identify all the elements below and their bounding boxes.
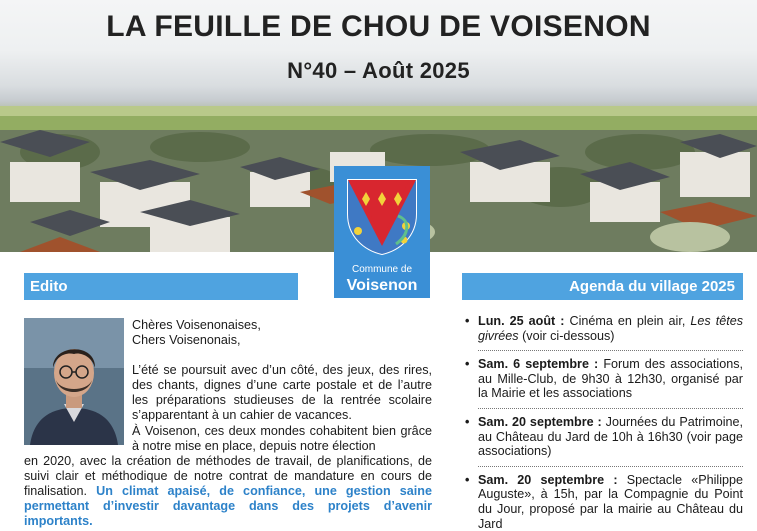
edito-text <box>24 318 432 529</box>
agenda-item <box>462 357 743 401</box>
agenda-date: Sam. 6 septembre : <box>478 357 599 372</box>
agenda-divider <box>478 459 743 467</box>
agenda-text-tail: (voir ci-dessous) <box>522 328 615 343</box>
greeting-line-2: Chers Voisenonais, <box>132 333 241 348</box>
logo-line-2: Voisenon <box>346 277 418 294</box>
edito-paragraph-2b-text: en 2020, avec la création de méthodes de travail, de planifications, de suivi clair et méthodique de notre contrat de mandature en cours de finalisation. <box>24 453 432 498</box>
agenda-divider <box>478 343 743 351</box>
edito-heading: Edito <box>24 273 298 300</box>
agenda-date: Lun. 25 août : <box>478 314 565 328</box>
edito-highlight: Un climat apaisé, de confiance, une gestion saine permettant d’investir davantage dans des projets d’avenir importants. <box>24 483 432 529</box>
agenda-text: Journées du Patrimoine, au Château du Jard de 10h à 16h30 (voir page associations) <box>478 414 744 459</box>
agenda-text: Forum des associations, au Mille-Club, de 9h30 à 12h30, organisé par la Mairie et les associations <box>478 357 744 401</box>
agenda-date: Sam. 20 septembre : <box>478 414 602 429</box>
agenda-item <box>462 415 743 459</box>
edito-paragraph-1: L’été se poursuit avec d’un côté, des jeux, des rires, des chants, dignes d’une carte postale et de l’autre les préparations studieuses de la rentrée scolaire s’apparentant à un cahier de vacances. <box>132 363 432 423</box>
agenda-text: Cinéma en plein air, <box>569 314 686 328</box>
edito-paragraph-2a: À Voisenon, ces deux mondes cohabitent bien grâce à notre mise en place, depuis notre élection <box>132 423 432 453</box>
agenda-film-title: Les têtes givrées <box>478 314 744 343</box>
issue-number: N°40 – Août 2025 <box>287 58 470 83</box>
newsletter-title: LA FEUILLE DE CHOU DE VOISENON <box>106 10 651 43</box>
greeting-line-1: Chères Voisenonaises, <box>132 318 261 332</box>
agenda-item <box>462 314 743 343</box>
agenda-list <box>462 314 743 531</box>
agenda-date: Sam. 20 septembre : <box>478 472 618 487</box>
edito-paragraph-2b <box>24 454 432 529</box>
agenda-text: Spectacle «Philippe Auguste», à 15h, par la Compagnie du Point du Jour, proposé par la mairie au Château du Jard <box>478 472 744 531</box>
commune-logo <box>334 166 430 298</box>
agenda-item <box>462 473 743 531</box>
logo-line-1: Commune de <box>351 264 413 275</box>
coat-of-arms-icon <box>344 176 420 256</box>
agenda-divider <box>478 401 743 409</box>
agenda-heading: Agenda du village 2025 <box>462 273 743 300</box>
